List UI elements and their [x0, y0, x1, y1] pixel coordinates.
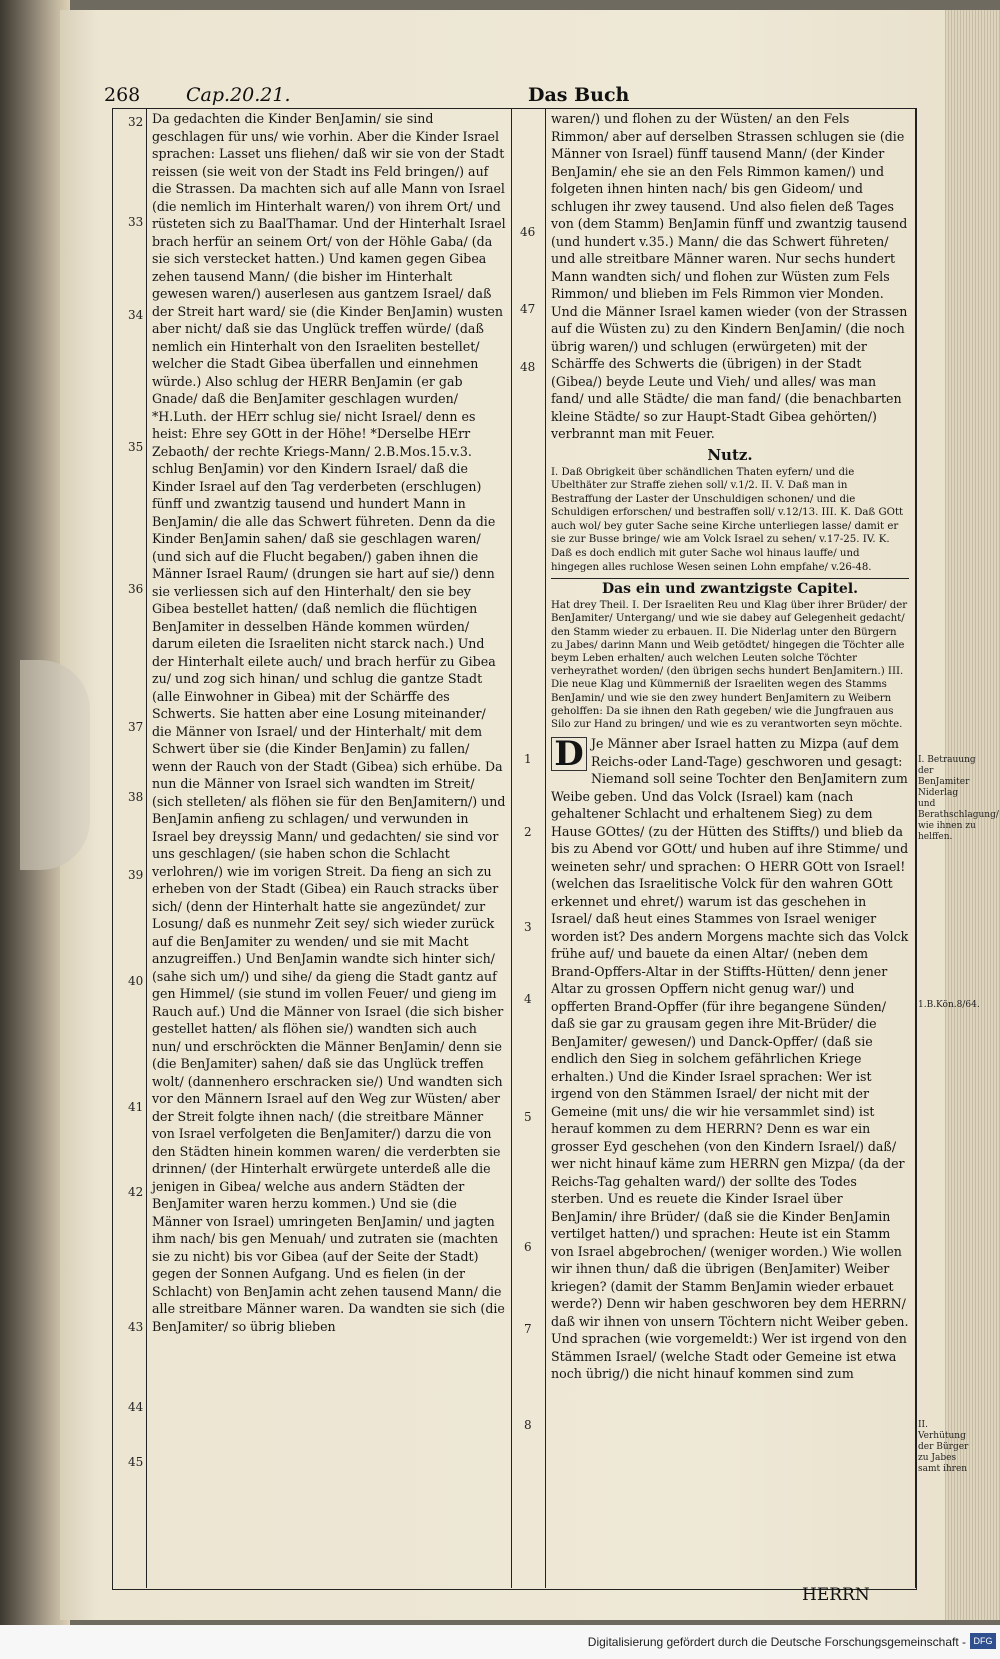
margin-note: I. Betrauung der BenJamiter Niderlag und Berathschlagung/ wie ihnen zu helffen. [918, 755, 999, 842]
verse-number: 6 [524, 1240, 532, 1254]
verse-number: 47 [520, 302, 536, 316]
drop-cap-initial: D [551, 737, 587, 771]
right-column-text-bottom: Je Männer aber Israel hatten zu Mizpa (auf dem Reichs-oder Land-Tage) geschworen und gesagt: Niemand soll seine Tochter den BenJamitern zum Weibe geben. Und das Volck (Israel) kam (nach gehaltener Schlacht und erhaltenem Sieg) zu dem Hause GOttes/ (zu der Hütten des Stiffts/) und blieb da bis zu Abend vor GOtt/ und huben auf ihre Stimme/ und weineten sehr/ und sprachen: O HERR GOtt von Israel! (welchen das Israelitische Volck für den wahren GOtt erkennet und ehret/) warum ist das geschehen in Israel/ daß heut eines Stammes von Israel weniger worden ist? Des andern Morgens machte sich das Volck frühe auf/ und bauete da einen Altar/ (neben dem Brand-Opffers-Altar in der Stiffts-Hütten/ denn jener Altar zu grossen Opffern nicht genug war/) und opfferten Brand-Opffer (für ihre begangene Sünden/ daß sie gar zu grausam gegen ihre Mit-Brüder/ die BenJamiter/ gewesen/) und Danck-Opffer/ (daß sie endlich den Sieg in solchem gefährlichen Kriege erhalten.) Und die Kinder Israel sprachen: Wer ist irgend von den Stämmen Israel/ der nicht mit der Gemeine (mit uns/ die wir hie versammlet sind) ist herauf kommen zu dem HERRN? Denn es war ein grosser Eyd geschehen (von den Kindern Israel/) daß/ wer nicht hinauf käme zum HERRN gen Mizpa/ (da der Reichs-Tag gehalten ward/) der sollte des Todes sterben. Und es reuete die Kinder Israel über BenJamin/ ihre Brüder/ (daß sie die Kinder BenJamin vertilget hatten/) und sprachen: Heute ist ein Stamm von Israel abgebrochen/ (weniger worden.) Wie wollen wir ihnen thun/ daß die übrigen (BenJamiter) Weiber kriegen? (damit der Stamm BenJamin wieder erbauet werde?) Denn wir haben geschworen bey dem HERRN/ daß wir ihnen von unsern Töchtern nicht Weiber geben. Und sprachen (wie vorgemeldt:) Wer ist irgend von den Stämmen Israel/ (welche Stadt oder Gemeine ist etwa noch übrig/) die nicht hinauf kommen sind zum [551, 736, 909, 1382]
column-divider-right [545, 108, 546, 1588]
verse-number-rule-left [146, 108, 147, 1588]
verse-number: 35 [128, 440, 144, 454]
verse-number: 34 [128, 308, 144, 322]
verse-number: 37 [128, 720, 144, 734]
footer-bar [0, 1625, 1000, 1659]
verse-number: 43 [128, 1320, 144, 1334]
page-number: 268 [104, 84, 141, 106]
margin-note: II. Verhütung der Bürger zu Jabes samt ihren [918, 1420, 969, 1474]
verse-number: 38 [128, 790, 144, 804]
left-column [152, 110, 506, 1335]
verse-number: 2 [524, 825, 532, 839]
verse-number: 7 [524, 1322, 532, 1336]
margin-rule-right [915, 108, 916, 1588]
right-column-text-top: waren/) und flohen zu der Wüsten/ an den Fels Rimmon/ aber auf derselben Strassen schlugen sie (die Männer von Israel) fünff tausend Mann/ (der Kinder BenJamin/ ehe sie an den Fels Rimmon kamen/) und folgeten ihnen hinten nach/ bis gen Gideom/ und schlugen ihr zwey tausend. Und also fielen deß Tages von (dem Stamm) BenJamin fünff und zwantzig tausend (und hundert v.35.) Mann/ die das Schwert führeten/ und alle streitbare Männer waren. Nur sechs hundert Mann wandten sich/ und flohen zur Wüsten zum Fels Rimmon/ und blieben im Fels Rimmon vier Monden. Und die Männer Israel kamen wieder (von der Strassen auf die Wüsten zu) zu den Kindern BenJamin/ (die noch übrig waren/) und schlugen (erwürgeten) mit der Schärffe des Schwerts die (übrigen) in der Stadt (Gibea/) beyde Leute und Vieh/ und alles/ was man fand/ und alle Städte/ die man fand/ (die benachbarten kleine Städte/ so zur Haupt-Stadt Gibea gehörten/) verbrannt man mit Feuer. [551, 111, 908, 441]
footer-credit: Digitalisierung gefördert durch die Deutsche Forschungsgemeinschaft - [587, 1635, 966, 1649]
chapter-heading: Das ein und zwantzigste Capitel. [551, 578, 909, 597]
margin-note: 1.B.Kön.8/64. [918, 1000, 980, 1010]
right-column [551, 110, 909, 1383]
chapter-summary: Hat drey Theil. I. Der Israeliten Reu und Klag über ihrer Brüder/ der BenJamiter/ Untergang/ und wie sie dabey auf Gelegenheit gedacht/ den Stamm wieder zu erbauen. II. Die Niderlag unter den Bürgern zu Jabes/ darinn Mann und Weib getödtet/ hingegen die Töchter alle beym Leben erhalten/ auch welchen Leuten solche Töchter verheyrathet worden/ (den übrigen sechs hundert BenJamitern.) III. Die neue Klag und Kümmerniß der Israeliten wegen des Stamms BenJamin/ und wie sie den zwey hundert BenJamitern zu Weibern geholffen: Da sie ihnen den Rath gegeben/ wie die Jungfrauen aus Silo zur Hand zu bringen/ und wie es zu verantworten seyn möchte. [551, 600, 908, 731]
verse-number: 41 [128, 1100, 144, 1114]
verse-number: 32 [128, 115, 144, 129]
verse-number: 4 [524, 992, 532, 1006]
dfg-logo[interactable]: DFG [970, 1633, 996, 1649]
verse-number: 45 [128, 1455, 144, 1469]
column-divider-left [511, 108, 512, 1588]
verse-number: 44 [128, 1400, 144, 1414]
nutz-heading: Nutz. [707, 445, 753, 464]
chapter-reference: Cap.20.21. [186, 84, 291, 106]
bookmark-tab [20, 660, 90, 870]
verse-number: 48 [520, 360, 536, 374]
left-column-text: Da gedachten die Kinder BenJamin/ sie sind geschlagen für uns/ wie vorhin. Aber die Kinder Israel sprachen: Lasset uns fliehen/ daß wir sie von der Stadt reissen (sie weit von der Stadt ins Feld bringen/) auf die Strassen. Da machten sich auf alle Mann von Israel (die nemlich im Hinterhalt waren/) von ihrem Ort/ und rüsteten sich zu BaalThamar. Und der Hinterhalt Israel brach herfür an seinem Ort/ von der Höhle Gaba/ (da sie sich verstecket hatten.) Und kamen gegen Gibea zehen tausend Mann/ (die bisher im Hinterhalt gewesen waren/) auserlesen aus gantzem Israel/ daß der Streit hart ward/ sie (die Kinder BenJamin) wusten aber nicht/ daß sie das Unglück treffen würde/ (daß nemlich ein Hinterhalt von den Israeliten bestellet/ welcher die Stadt Gibea überfallen und einnehmen würde.) Also schlug der HERR BenJamin (er gab Gnade/ daß die BenJamiter geschlagen wurden/ *H.Luth. der HErr schlug sie/ nicht Israel/ denn es heist: Ehre sey GOtt in der Höhe! *Derselbe HErr Zebaoth/ der rechte Kriegs-Mann/ 2.B.Mos.15.v.3. schlug BenJamin) vor den Kindern Israel/ daß die Kinder Israel auf den Tag verderbeten (erschlugen) fünff und zwantzig tausend und hundert Mann in BenJamin/ die alle das Schwert führeten. Denn da die Kinder BenJamin sahen/ daß sie geschlagen waren/ (und sich auf die Flucht begaben/) gaben ihnen die Männer Israel Raum/ (drungen sie hart auf sie/) denn sie verliessen sich auf den Hinterhalt/ den sie bey Gibea bestellet hatten/ (daß nemlich die flüchtigen BenJamiter in desselben Hände kommen würden/ darum eileten die Israeliten nicht starck nach.) Und der Hinterhalt eilete auch/ und brach herfür zu Gibea zu/ und zog sich hinan/ und schlug die gantze Stadt (alle Einwohner in Gibea) mit der Schärffe des Schwerts. Sie hatten aber eine Losung miteinander/ die Männer von Israel/ und der Hinterhalt/ mit dem Schwert über sie (die Kinder BenJamin) zu fallen/ wenn der Rauch von der Stadt (Gibea) sich erhübe. Da nun die Männer von Israel sich wandten im Streit/ (sich stelleten/ als flöhen sie für den BenJamitern/) und BenJamin anfieng zu schlagen/ und verwunden in Israel bey dreyssig Mann/ und gedachten/ sie sind vor uns geschlagen/ (sie haben schon die Schlacht verlohren/) wie im vorigen Streit. Da fieng an sich zu erheben von der Stadt (Gibea) ein Rauch stracks über sich/ (denn der Hinterhalt hatte sie angezündet/ zur Losung/ daß es nunmehr Zeit sey/ sich wieder zurück auf die BenJamiter zu wenden/ und sie mit Macht anzugreiffen.) Und BenJamin wandte sich hinter sich/ (sahe sich um/) und sihe/ da gieng die Stadt gantz auf gen Himmel/ (sie stund im vollen Feuer/ und gieng im Rauch auf.) Und die Männer von Israel (die sich bisher gestellet hatten/ als flöhen sie/) wandten sich auch nun/ und erschröckten die Männer BenJamin/ denn sie (die BenJamiter) sahen/ daß sie das Unglück treffen wolt/ (dannenhero erschracken sie/) Und wandten sich vor den Männern Israel auf den Weg zur Wüsten/ aber der Streit folgte ihnen nach/ (die streitbare Männer von Israel verfolgeten die BenJamiter/) darzu die von den Städten hinein kommen waren/ die verderbten sie drinnen/ (der Hinterhalt erwürgete unterdeß alle die jenigen in Gibea/ welche aus andern Städten der BenJamiter waren herzu kommen.) Und sie (die Männer von Israel) umringeten BenJamin/ und jagten ihm nach/ bis gen Menuah/ und zutraten sie (machten sie zu nicht) bis vor Gibea (auf der Seite der Stadt) gegen der Sonnen Aufgang. Und es fielen (in der Schlacht) von BenJamin acht zehen tausend Mann/ die alle streitbare Männer waren. Da wandten sie sich (die BenJamiter/ so übrig blieben [152, 111, 506, 1334]
verse-number: 3 [524, 920, 532, 934]
verse-number: 36 [128, 582, 144, 596]
catchword: HERRN [802, 1585, 870, 1605]
verse-number: 8 [524, 1418, 532, 1432]
nutz-text: I. Daß Obrigkeit über schändlichen Thaten eyfern/ und die Ubelthäter zur Straffe ziehen soll/ v.1/2. II. V. Daß man in Bestraffung der Laster der Unschuldigen schonen/ und die Schuldigen erforschen/ und bestraffen soll/ v.12/13. III. K. Daß GOtt auch wol/ bey guter Sache seine Kirche unterliegen lasse/ damit er sie zur Busse bringe/ wie am Volck Israel zu sehen/ v.17-25. IV. K. Daß es doch endlich mit guter Sache wol hinaus lauffe/ und hingegen alles ruchlose Wesen seinen Lohn empfahe/ v.26-48. [551, 466, 904, 573]
book-title: Das Buch [528, 84, 630, 106]
verse-number: 33 [128, 215, 144, 229]
verse-number: 1 [524, 752, 532, 766]
verse-number: 5 [524, 1110, 532, 1124]
verse-number: 42 [128, 1185, 144, 1199]
verse-number: 46 [520, 225, 536, 239]
verse-number: 40 [128, 974, 144, 988]
chapter-body [551, 735, 909, 1383]
verse-number: 39 [128, 868, 144, 882]
